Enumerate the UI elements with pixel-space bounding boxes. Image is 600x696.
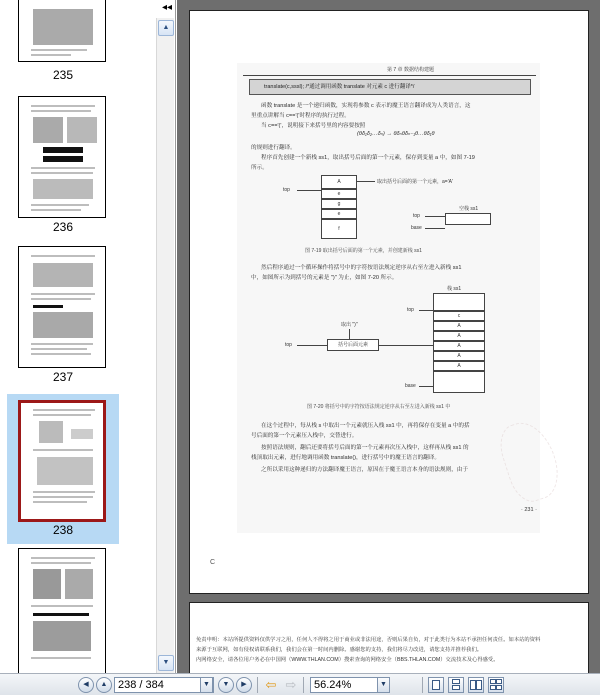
running-head: 第 7 章 数据结构建题 xyxy=(387,67,434,73)
previous-page-button[interactable]: ▲ xyxy=(96,677,112,693)
toolbar-separator xyxy=(422,677,423,693)
fig19-stack-title: 空栈 ss1 xyxy=(459,206,479,212)
sidebar-scrollbar[interactable] xyxy=(156,18,174,673)
stray-mark: C xyxy=(210,559,216,566)
fig19-stack-cell: e xyxy=(321,189,357,199)
fig19-top2-label: top xyxy=(413,213,420,219)
fig19-note: 取出括号后面的第一个元素，a='A' xyxy=(377,179,453,185)
fig19-stack-cell: e xyxy=(321,209,357,219)
fig19-stack-cell: g xyxy=(321,199,357,209)
fig20-base-label: base xyxy=(405,383,416,389)
thumbnail-page-number: 238 xyxy=(52,523,74,537)
thumbnail-page-image[interactable] xyxy=(18,548,106,678)
page-number-field[interactable]: 238 / 384 xyxy=(114,677,214,693)
fig19-stack-cell: A xyxy=(321,175,357,189)
fig19-stack-cell: f xyxy=(321,219,357,239)
scroll-up-button[interactable]: ▲ xyxy=(158,20,174,36)
thumbnail-list[interactable] xyxy=(0,0,156,673)
fig19-base-label: base xyxy=(411,225,422,231)
back-arrow-icon[interactable]: ⇦ xyxy=(265,677,277,692)
forward-arrow-icon[interactable]: ⇨ xyxy=(285,677,297,692)
figure-caption: 图 7-19 取出括号后面的第一个元素，并创建新栈 ss1 xyxy=(305,248,422,254)
next-page[interactable] xyxy=(189,602,589,682)
zoom-field[interactable]: 56.24% xyxy=(310,677,390,693)
document-view[interactable] xyxy=(177,0,600,673)
fig19-top-label: top xyxy=(283,187,290,193)
disclaimer-line: 来源于互联网，如有侵权请联系我们，我们会在第一时间内删除。感谢您的支持，我们将尽力改进，请您支持并推荐我们。 xyxy=(196,647,483,653)
next-page-button[interactable]: ▼ xyxy=(218,677,234,693)
scroll-down-button[interactable]: ▼ xyxy=(158,655,174,671)
fig20-stack-cell: c xyxy=(433,311,485,321)
thumbnail-page-number: 235 xyxy=(52,68,74,82)
paragraph-line: 在这个过程中，每从栈 s 中取出一个元素就压入栈 ss1 中，再将保存在变量 a 中的括 xyxy=(261,423,470,429)
paragraph-line: 号后面的第一个元素压入栈中，交替进行。 xyxy=(251,433,358,439)
formula: (θδ₁δ₂…δₙ) → θδₙθδₙ₋₁θ…θδ₁θ xyxy=(357,131,435,137)
paragraph-line: 中，如图所示为到括号的元素是 ")" 为止，如图 7-20 所示。 xyxy=(251,275,398,281)
fig20-top-label: top xyxy=(407,307,414,313)
paragraph-line: 里重点讲解当 c=='('时程序的执行过程。 xyxy=(251,113,350,119)
toolbar-separator xyxy=(257,677,258,693)
paragraph-line: 栈顶取出元素，进行地调用函数 translate()，进行括号中的魔王语言的翻译。 xyxy=(251,455,440,461)
thumbnail-page-image[interactable] xyxy=(18,246,106,368)
fig20-box1-label: 取出 ")" xyxy=(341,322,358,328)
code-snippet: translate(c,sssl); /*通过调用函数 translate 对元素 c 进行翻译*/ xyxy=(249,79,531,95)
continuous-facing-view-icon[interactable] xyxy=(488,677,504,693)
paragraph-line: 按照语法规则，翻后还要将括号后面的第一个元素再次压入栈中，这样再从栈 ss1 的 xyxy=(261,445,469,451)
navigation-toolbar xyxy=(0,673,600,695)
fig20-box2: 括号后面元素 xyxy=(327,339,379,351)
zoom-dropdown-caret[interactable]: ▼ xyxy=(377,677,390,693)
last-page-button[interactable]: ▶ xyxy=(236,677,252,693)
disclaimer-line: 内网络安全，请各位用户务必在中国网（WWW.THLAN.COM）搜索查询的网络安全（BBS.THLAN.COM）交流技术及心得感受。 xyxy=(196,657,499,663)
fig19-empty-stack xyxy=(445,213,491,225)
figure-caption: 图 7-20 将括号中的字符按语法规定逆序从右至左进入新栈 ss1 中 xyxy=(307,404,451,410)
paragraph-line: 之所以采用这种递归的方法翻译魔王语言，原因在于魔王语言本身的语法规则，由于 xyxy=(261,467,468,473)
fig20-stack-bottom xyxy=(433,371,485,393)
disclaimer-line: 免责申明：本站所提供资料仅供学习之用，任何人不得将之用于商业或非法用途，否则后果自负，对于此类行为本站不承担任何责任。如本站的资料 xyxy=(196,637,541,643)
paragraph-line: 程序首先创建一个新栈 ss1，取出括号后面的第一个元素，保存到变量 a 中，如图 7-19 xyxy=(261,155,475,161)
paragraph-line: 函数 translate 是一个递归函数，实现将参数 c 表示的魔王语言翻译成为人类语言，这 xyxy=(261,103,471,109)
fig20-stack-cell: A xyxy=(433,351,485,361)
thumbnail-page-number: 237 xyxy=(52,370,74,384)
thumbnail-sidebar xyxy=(0,0,176,673)
page-dropdown-caret[interactable]: ▼ xyxy=(200,677,213,693)
fig20-stack-cell: A xyxy=(433,341,485,351)
single-page-view-icon[interactable] xyxy=(428,677,444,693)
paragraph-line: 所示。 xyxy=(251,165,268,171)
continuous-view-icon[interactable] xyxy=(448,677,464,693)
thumbnail-page-image[interactable] xyxy=(18,400,106,522)
fig20-stack-cell: A xyxy=(433,321,485,331)
first-page-button[interactable]: ◀ xyxy=(78,677,94,693)
fig20-stack-title: 栈 ss1 xyxy=(447,286,462,292)
fig20-stack-cell: A xyxy=(433,331,485,341)
scanned-page-content xyxy=(237,63,540,533)
header-rule xyxy=(243,75,536,76)
current-page[interactable] xyxy=(189,10,589,594)
paragraph-line: 的规则进行翻译。 xyxy=(251,145,296,151)
paragraph-line: 当 c=='('，说明接下来括号里的内容要按照 xyxy=(261,123,366,129)
thumbnail-page-image[interactable] xyxy=(18,0,106,62)
facing-pages-view-icon[interactable] xyxy=(468,677,484,693)
thumbnail-page-image[interactable] xyxy=(18,96,106,218)
thumbnail-page-number: 236 xyxy=(52,220,74,234)
fig20-top2-label: top xyxy=(285,342,292,348)
toolbar-separator xyxy=(303,677,304,693)
paragraph-line: 然后程序通过一个循环操作将括号中的字符按语法规定逆序从右至左进入新栈 ss1 xyxy=(261,265,462,271)
page-number: · 231 · xyxy=(521,507,537,513)
collapse-sidebar-button[interactable]: ◂◂ xyxy=(161,2,173,13)
fig20-stack-empty xyxy=(433,293,485,311)
fig20-stack-cell: A xyxy=(433,361,485,371)
